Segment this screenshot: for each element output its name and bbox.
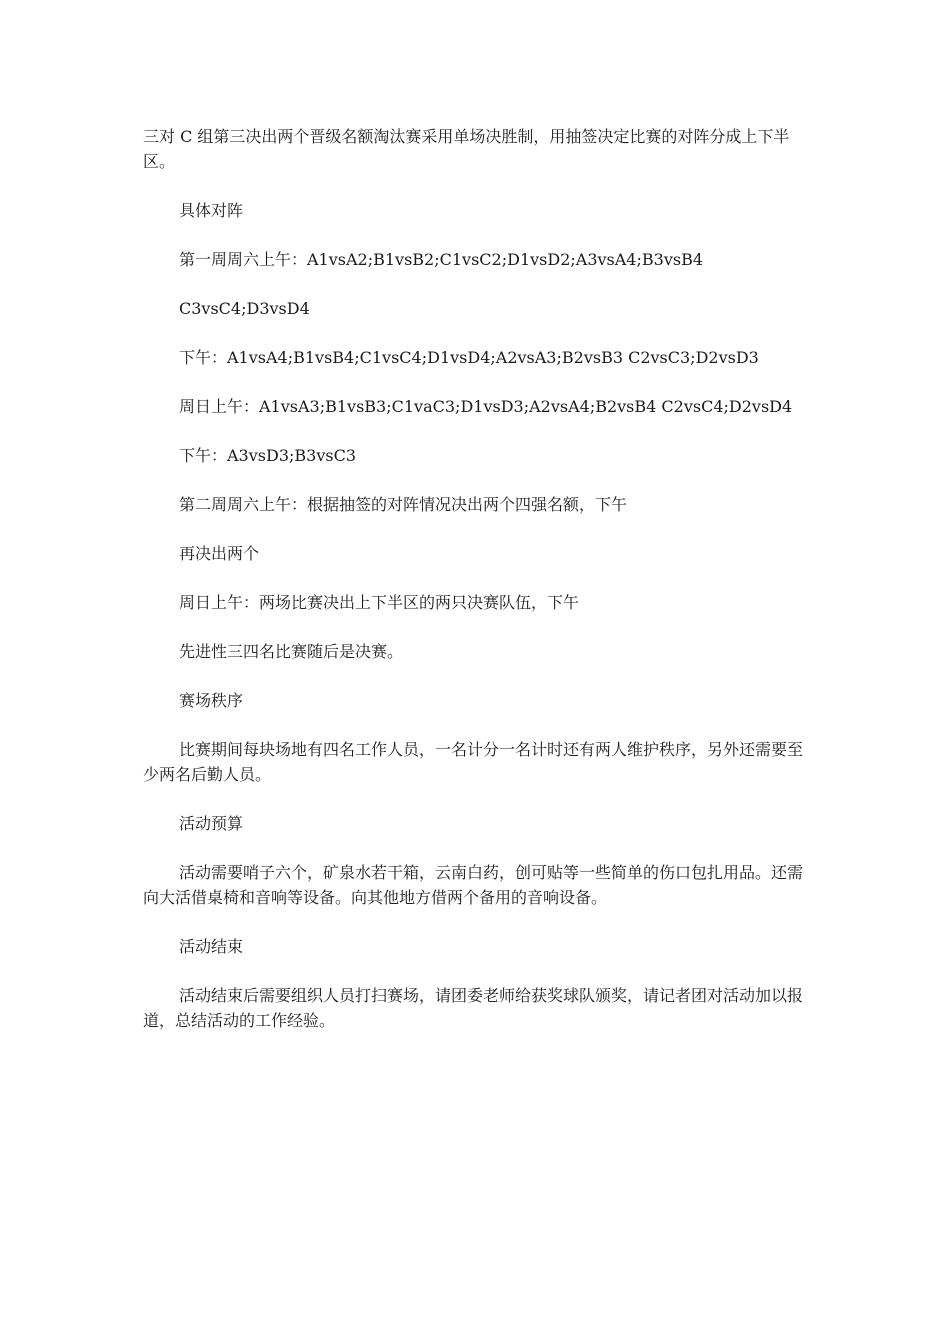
paragraph-week1-sat-afternoon: 下午：A1vsA4;B1vsB4;C1vsC4;D1vsD4;A2vsA3;B2vsB3 C2vsC3;D2vsD3 — [179, 348, 759, 367]
paragraph-week2-sun-morning: 周日上午：两场比赛决出上下半区的两只决赛队伍，下午 — [179, 593, 580, 612]
paragraph-bracket-draw: 三对 C 组第三决出两个晋级名额淘汰赛采用单场决胜制，用抽签决定比赛的对阵分成上下半区。 — [143, 127, 790, 171]
paragraph-week2-sun-afternoon: 先进性三四名比赛随后是决赛。 — [179, 642, 404, 661]
heading-closing: 活动结束 — [179, 937, 244, 956]
paragraph-week1-sun-morning: 周日上午：A1vsA3;B1vsB3;C1vaC3;D1vsD3;A2vsA4;B2vsB4 C2vsC4;D2vsD4 — [179, 397, 793, 416]
paragraph-week2-sat-morning: 第二周周六上午：根据抽签的对阵情况决出两个四强名额，下午 — [179, 495, 628, 514]
paragraph-venue-staff: 比赛期间每块场地有四名工作人员，一名计分一名计时还有两人维护秩序，另外还需要至少两名后勤人员。 — [143, 740, 804, 784]
heading-budget: 活动预算 — [179, 814, 244, 833]
paragraph-closing: 活动结束后需要组织人员打扫赛场，请团委老师给获奖球队颁奖，请记者团对活动加以报道，总结活动的工作经验。 — [143, 986, 804, 1030]
paragraph-week1-sat-morning-cont: C3vsC4;D3vsD4 — [179, 299, 310, 318]
document-page — [143, 124, 811, 1033]
paragraph-week2-sat-afternoon: 再决出两个 — [179, 544, 260, 563]
heading-venue-order: 赛场秩序 — [179, 691, 244, 710]
paragraph-week1-sat-morning: 第一周周六上午：A1vsA2;B1vsB2;C1vsC2;D1vsD2;A3vsA4;B3vsB4 — [179, 250, 704, 269]
paragraph-budget: 活动需要哨子六个，矿泉水若干箱，云南白药，创可贴等一些简单的伤口包扎用品。还需向大活借桌椅和音响等设备。向其他地方借两个备用的音响设备。 — [143, 863, 804, 907]
paragraph-week1-sun-afternoon: 下午：A3vsD3;B3vsC3 — [179, 446, 356, 465]
heading-matchups: 具体对阵 — [179, 201, 244, 220]
